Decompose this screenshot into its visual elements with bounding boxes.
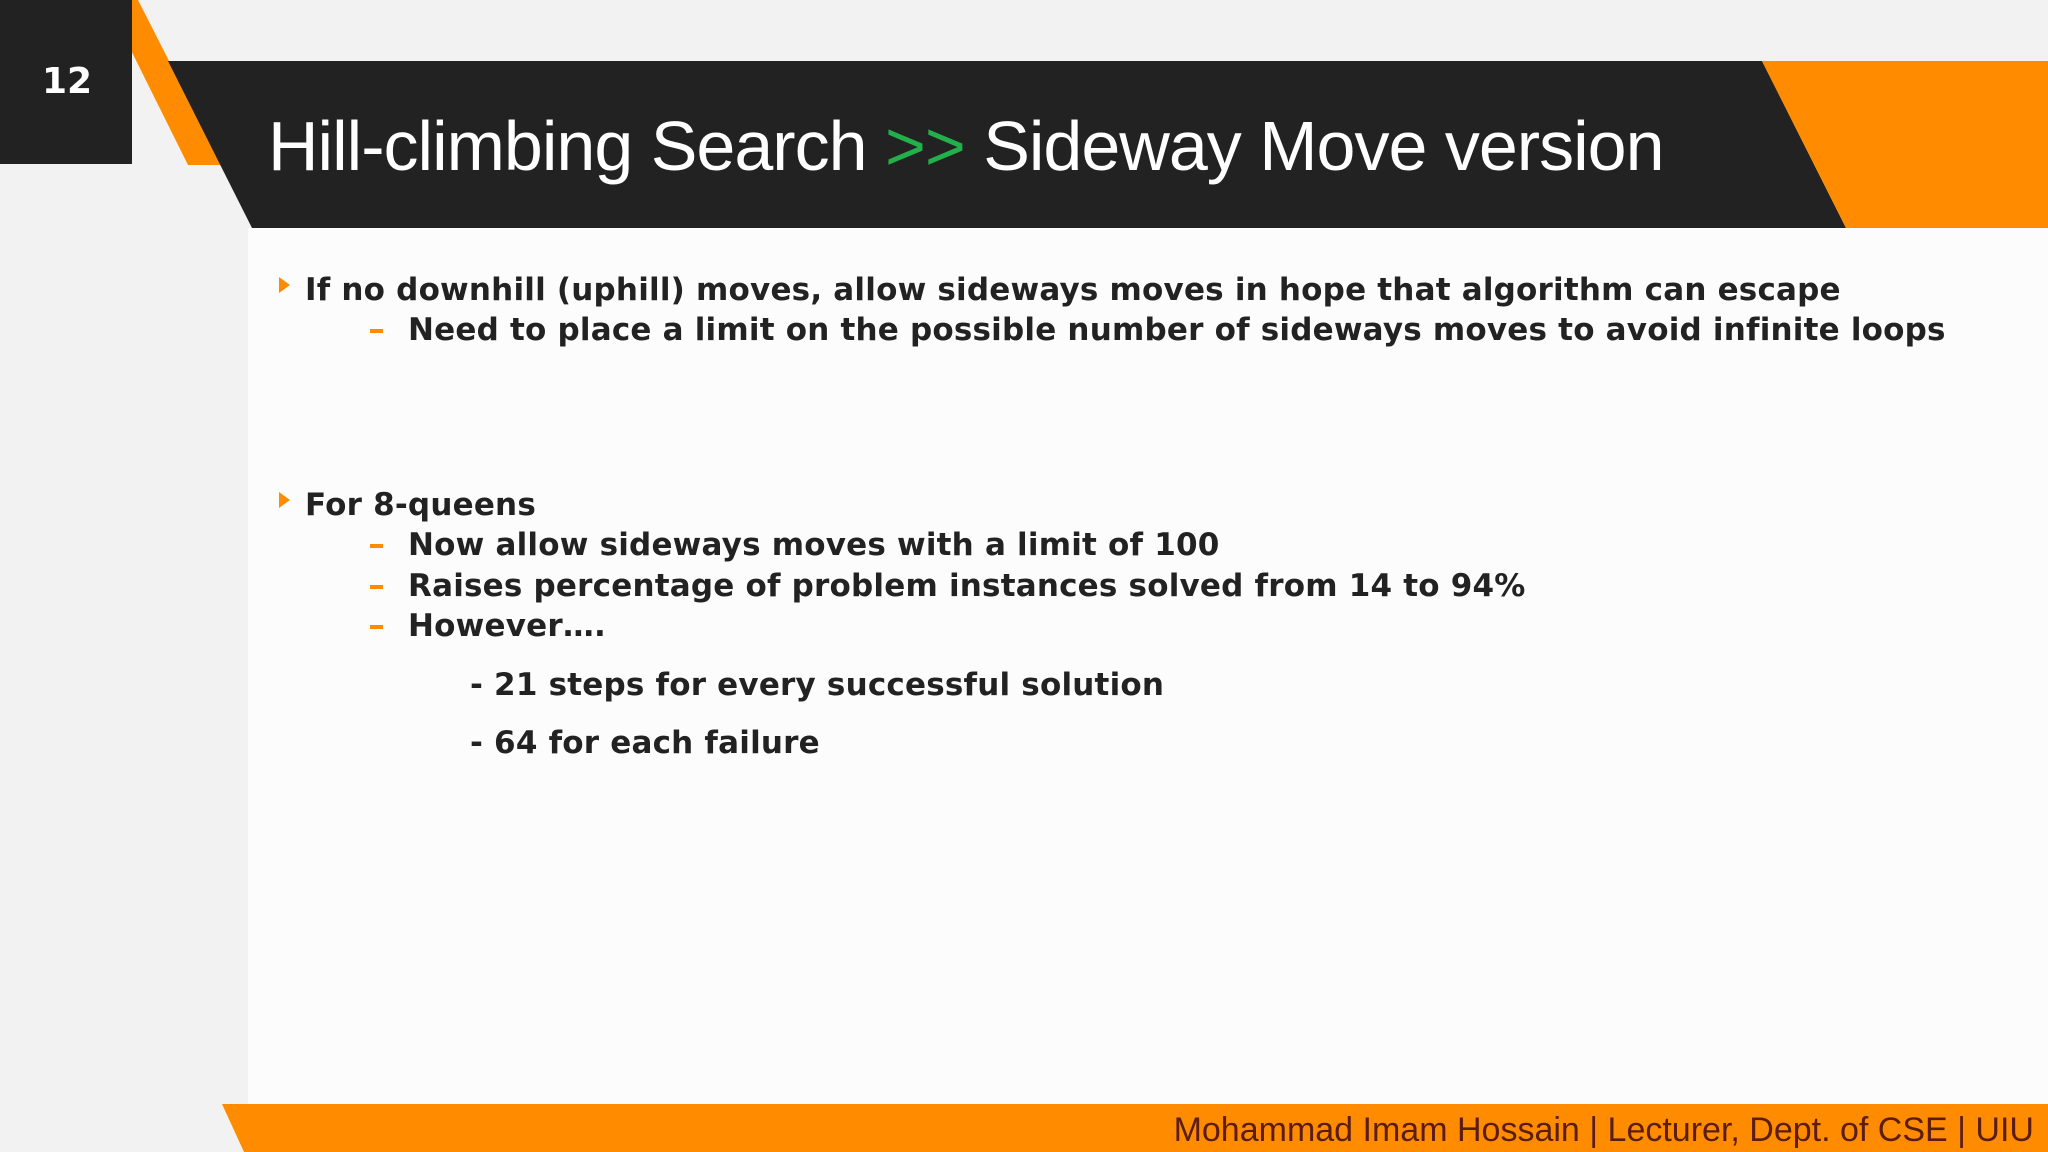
sub-bullet-item: However…. [408, 608, 607, 644]
footer-credit: Mohammad Imam Hossain | Lecturer, Dept. of CSE | UIU [1173, 1111, 2034, 1149]
bullet-item: If no downhill (uphill) moves, allow sideways moves in hope that algorithm can escape [305, 272, 1841, 308]
detail-item: - 21 steps for every successful solution [470, 667, 1165, 703]
slide-number: 12 [41, 61, 93, 102]
title-main: Hill-climbing Search [268, 107, 867, 185]
sub-bullet-item: Need to place a limit on the possible number of sideways moves to avoid infinite loops [408, 312, 1946, 348]
title-separator: >> [884, 107, 965, 185]
dash-bullet-icon [370, 585, 383, 589]
sub-bullet-item: Now allow sideways moves with a limit of 100 [408, 527, 1220, 563]
dash-bullet-icon [370, 544, 383, 548]
bullet-arrow-icon [279, 492, 290, 508]
bullet-arrow-icon [279, 277, 290, 293]
detail-item: - 64 for each failure [470, 725, 820, 761]
slide-title [268, 106, 1664, 186]
title-sub: Sideway Move version [983, 107, 1664, 185]
dash-bullet-icon [370, 329, 383, 333]
dash-bullet-icon [370, 625, 383, 629]
sub-bullet-item: Raises percentage of problem instances solved from 14 to 94% [408, 568, 1526, 604]
bullet-item: For 8-queens [305, 487, 536, 523]
